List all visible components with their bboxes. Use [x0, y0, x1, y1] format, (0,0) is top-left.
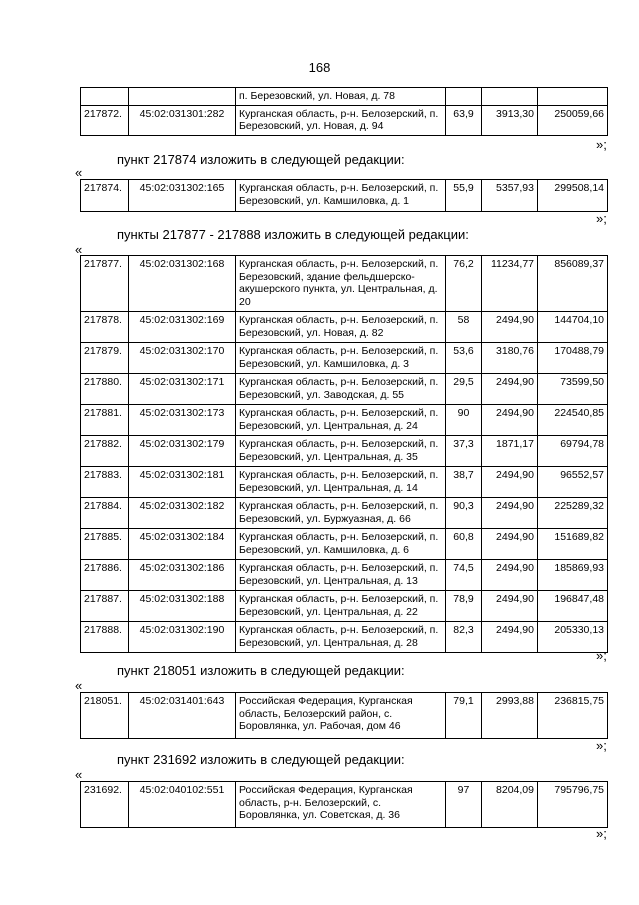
cell-cad: 45:02:031302:190 [129, 622, 236, 653]
cell-num: 217874. [81, 180, 129, 212]
cell-num: 217877. [81, 256, 129, 312]
cell-val: 2494,90 [482, 498, 538, 529]
close-quote: »; [596, 738, 607, 753]
registry-table [80, 179, 608, 212]
registry-table [80, 692, 608, 739]
cell-cad: 45:02:031302:169 [129, 312, 236, 343]
cell-sum: 236815,75 [538, 693, 608, 739]
cell-sum: 96552,57 [538, 467, 608, 498]
cell-sum: 795796,75 [538, 782, 608, 828]
cell-cad: 45:02:031302:171 [129, 374, 236, 405]
cell-area: 82,3 [446, 622, 482, 653]
cell-val: 2494,90 [482, 312, 538, 343]
cell-num: 231692. [81, 782, 129, 828]
cell-area: 29,5 [446, 374, 482, 405]
cell-num [81, 88, 129, 106]
cell-num: 217886. [81, 560, 129, 591]
cell-num: 217888. [81, 622, 129, 653]
cell-val: 2494,90 [482, 591, 538, 622]
cell-area: 90 [446, 405, 482, 436]
cell-area: 97 [446, 782, 482, 828]
cell-addr: Курганская область, р-н. Белозерский, п. Березовский, ул. Центральная, д. 22 [236, 591, 446, 622]
table-row [81, 405, 608, 436]
cell-val: 5357,93 [482, 180, 538, 212]
instruction-text: пункт 217874 изложить в следующей редакции: [117, 152, 405, 167]
cell-sum: 225289,32 [538, 498, 608, 529]
table-row [81, 622, 608, 653]
close-quote: »; [596, 137, 607, 152]
cell-cad: 45:02:031302:165 [129, 180, 236, 212]
open-quote: « [75, 242, 83, 257]
open-quote: « [75, 165, 83, 180]
open-quote: « [75, 767, 83, 782]
cell-area: 78,9 [446, 591, 482, 622]
cell-area: 53,6 [446, 343, 482, 374]
cell-cad: 45:02:031301:282 [129, 105, 236, 135]
cell-num: 217887. [81, 591, 129, 622]
cell-num: 217879. [81, 343, 129, 374]
cell-cad: 45:02:031302:173 [129, 405, 236, 436]
cell-area: 60,8 [446, 529, 482, 560]
cell-val: 11234,77 [482, 256, 538, 312]
cell-sum: 196847,48 [538, 591, 608, 622]
cell-val: 2494,90 [482, 467, 538, 498]
table-row [81, 105, 608, 135]
cell-cad: 45:02:031302:186 [129, 560, 236, 591]
cell-cad: 45:02:031401:643 [129, 693, 236, 739]
cell-cad: 45:02:040102:551 [129, 782, 236, 828]
registry-table [80, 255, 608, 653]
cell-sum: 856089,37 [538, 256, 608, 312]
cell-cad [129, 88, 236, 106]
table-row [81, 529, 608, 560]
cell-addr: Курганская область, р-н. Белозерский, п. Березовский, ул. Новая, д. 82 [236, 312, 446, 343]
page-number: 168 [308, 60, 331, 75]
cell-cad: 45:02:031302:170 [129, 343, 236, 374]
cell-num: 217880. [81, 374, 129, 405]
cell-val: 3180,76 [482, 343, 538, 374]
table-row [81, 560, 608, 591]
table-row [81, 467, 608, 498]
table-row [81, 374, 608, 405]
cell-area: 79,1 [446, 693, 482, 739]
cell-cad: 45:02:031302:179 [129, 436, 236, 467]
cell-num: 217878. [81, 312, 129, 343]
cell-addr: Курганская область, р-н. Белозерский, п. Березовский, ул. Центральная, д. 28 [236, 622, 446, 653]
cell-cad: 45:02:031302:182 [129, 498, 236, 529]
cell-val: 2494,90 [482, 374, 538, 405]
cell-val: 1871,17 [482, 436, 538, 467]
cell-addr: Курганская область, р-н. Белозерский, п. Березовский, ул. Камшиловка, д. 1 [236, 180, 446, 212]
cell-area: 76,2 [446, 256, 482, 312]
cell-sum: 170488,79 [538, 343, 608, 374]
cell-val: 2494,90 [482, 405, 538, 436]
cell-val [482, 88, 538, 106]
cell-sum: 205330,13 [538, 622, 608, 653]
table-row [81, 498, 608, 529]
instruction-text: пункт 231692 изложить в следующей редакции: [117, 752, 405, 767]
cell-addr: Курганская область, р-н. Белозерский, п. Березовский, ул. Камшиловка, д. 6 [236, 529, 446, 560]
table-row [81, 591, 608, 622]
cell-area: 58 [446, 312, 482, 343]
cell-area: 74,5 [446, 560, 482, 591]
cell-cad: 45:02:031302:181 [129, 467, 236, 498]
cell-area: 63,9 [446, 105, 482, 135]
cell-area: 55,9 [446, 180, 482, 212]
cell-num: 217881. [81, 405, 129, 436]
cell-sum: 250059,66 [538, 105, 608, 135]
registry-table [80, 781, 608, 828]
cell-cad: 45:02:031302:184 [129, 529, 236, 560]
cell-addr: Курганская область, р-н. Белозерский, п. Березовский, здание фельдшерско-акушерского пункта, ул. Центральная, д. 20 [236, 256, 446, 312]
cell-cad: 45:02:031302:188 [129, 591, 236, 622]
cell-val: 8204,09 [482, 782, 538, 828]
cell-num: 218051. [81, 693, 129, 739]
cell-addr: Курганская область, р-н. Белозерский, п. Березовский, ул. Новая, д. 94 [236, 105, 446, 135]
table-row [81, 88, 608, 106]
cell-num: 217882. [81, 436, 129, 467]
table-row [81, 180, 608, 212]
close-quote: »; [596, 826, 607, 841]
table-row [81, 782, 608, 828]
cell-sum: 299508,14 [538, 180, 608, 212]
cell-sum [538, 88, 608, 106]
cell-area: 90,3 [446, 498, 482, 529]
close-quote: »; [596, 211, 607, 226]
cell-area [446, 88, 482, 106]
table-row [81, 343, 608, 374]
cell-addr: Курганская область, р-н. Белозерский, п. Березовский, ул. Центральная, д. 24 [236, 405, 446, 436]
cell-val: 3913,30 [482, 105, 538, 135]
cell-val: 2993,88 [482, 693, 538, 739]
cell-cad: 45:02:031302:168 [129, 256, 236, 312]
cell-sum: 73599,50 [538, 374, 608, 405]
open-quote: « [75, 678, 83, 693]
cell-val: 2494,90 [482, 529, 538, 560]
cell-val: 2494,90 [482, 560, 538, 591]
cell-addr: Курганская область, р-н. Белозерский, п. Березовский, ул. Камшиловка, д. 3 [236, 343, 446, 374]
cell-addr: Российская Федерация, Курганская область, Белозерский район, с. Боровлянка, ул. Рабочая, дом 46 [236, 693, 446, 739]
table-row [81, 256, 608, 312]
cell-sum: 144704,10 [538, 312, 608, 343]
table-row [81, 693, 608, 739]
cell-addr: Курганская область, р-н. Белозерский, п. Березовский, ул. Буржуазная, д. 66 [236, 498, 446, 529]
cell-addr: Российская Федерация, Курганская область, р-н. Белозерский, с. Боровлянка, ул. Советская, д. 36 [236, 782, 446, 828]
cell-num: 217884. [81, 498, 129, 529]
cell-sum: 151689,82 [538, 529, 608, 560]
cell-area: 37,3 [446, 436, 482, 467]
cell-addr: Курганская область, р-н. Белозерский, п. Березовский, ул. Центральная, д. 35 [236, 436, 446, 467]
instruction-text: пункт 218051 изложить в следующей редакции: [117, 663, 405, 678]
cell-addr: Курганская область, р-н. Белозерский, п. Березовский, ул. Центральная, д. 14 [236, 467, 446, 498]
close-quote: »; [596, 648, 607, 663]
cell-addr: п. Березовский, ул. Новая, д. 78 [236, 88, 446, 106]
cell-addr: Курганская область, р-н. Белозерский, п. Березовский, ул. Заводская, д. 55 [236, 374, 446, 405]
instruction-text: пункты 217877 - 217888 изложить в следующей редакции: [117, 227, 469, 242]
cell-area: 38,7 [446, 467, 482, 498]
cell-sum: 69794,78 [538, 436, 608, 467]
cell-num: 217872. [81, 105, 129, 135]
table-row [81, 436, 608, 467]
cell-addr: Курганская область, р-н. Белозерский, п. Березовский, ул. Центральная, д. 13 [236, 560, 446, 591]
cell-val: 2494,90 [482, 622, 538, 653]
cell-sum: 224540,85 [538, 405, 608, 436]
registry-table [80, 87, 608, 136]
table-row [81, 312, 608, 343]
cell-sum: 185869,93 [538, 560, 608, 591]
cell-num: 217885. [81, 529, 129, 560]
cell-num: 217883. [81, 467, 129, 498]
